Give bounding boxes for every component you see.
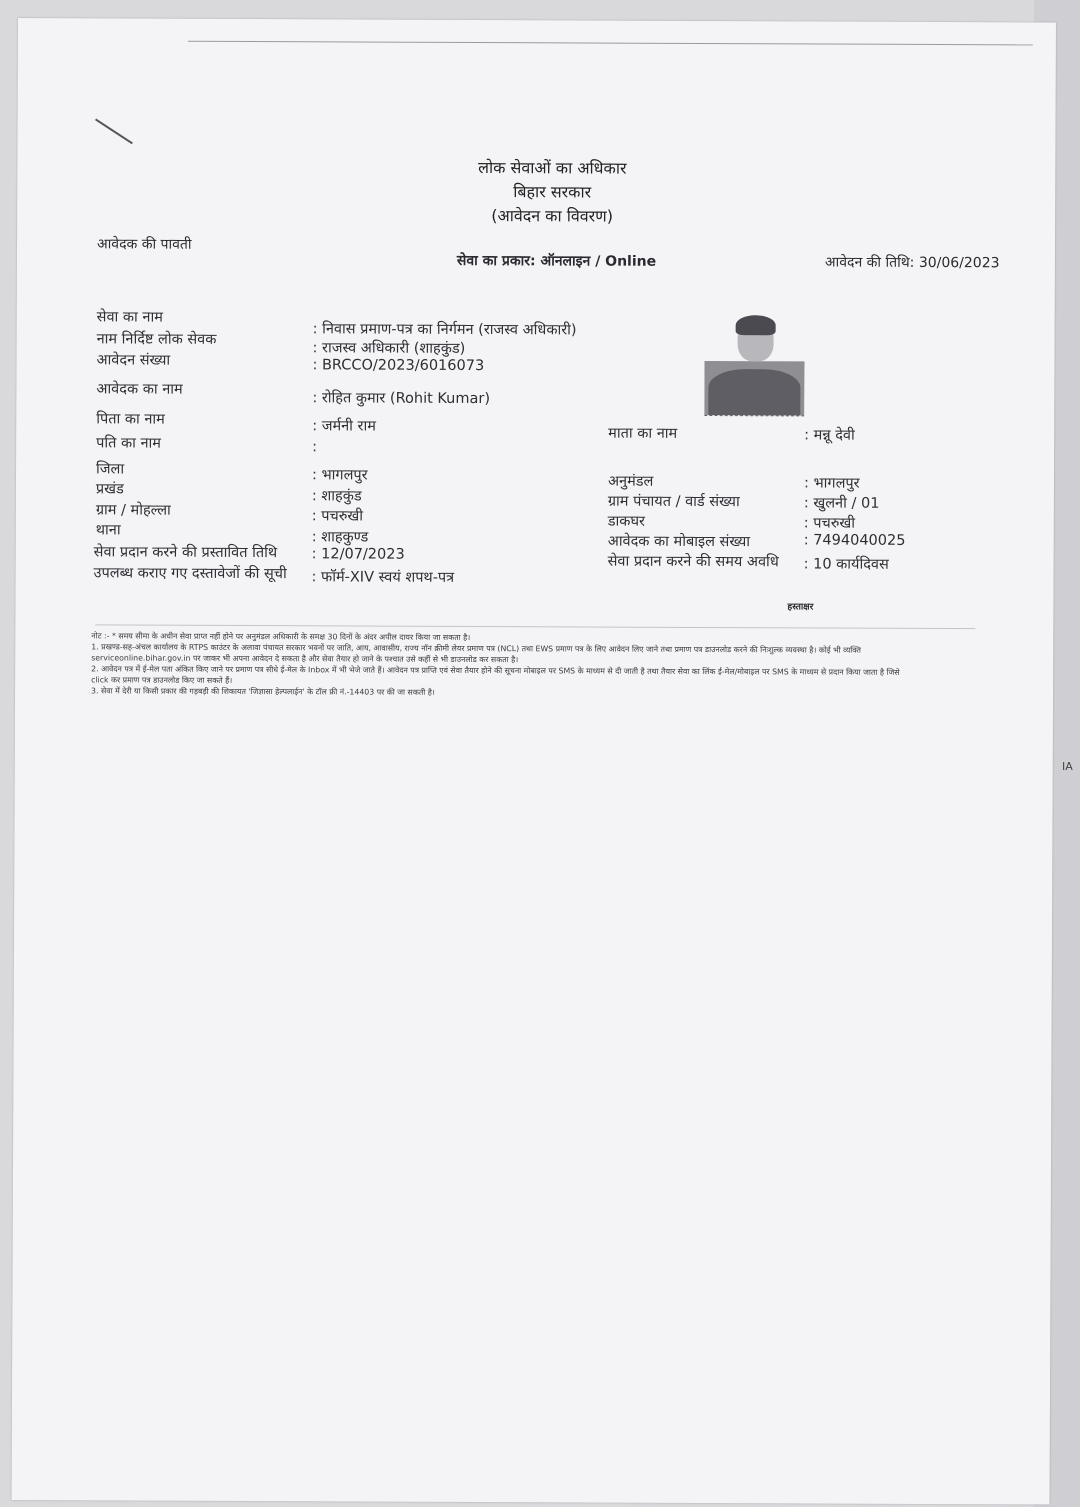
note-line: click कर प्रमाण पत्र डाउनलोड किए जा सकते हैं। (91, 675, 233, 685)
field-label: माता का नाम (608, 425, 678, 442)
field-label: सेवा प्रदान करने की प्रस्तावित तिथि (93, 544, 278, 562)
application-date: आवेदन की तिथि: 30/06/2023 (824, 254, 1000, 272)
page-top-rule (188, 41, 1033, 46)
field-label: जिला (95, 461, 125, 478)
field-label: ग्राम / मोहल्ला (95, 502, 171, 519)
field-value: : राजस्व अधिकारी (शाहकुंड) (312, 340, 466, 357)
receipt-label: आवेदक की पावती (96, 236, 192, 253)
field-label: उपलब्ध कराए गए दस्तावेजों की सूची (93, 565, 287, 583)
section-divider (95, 624, 975, 629)
field-value: : 12/07/2023 (311, 546, 405, 563)
service-type: सेवा का प्रकार: ऑनलाइन / Online (456, 252, 657, 270)
field-label: आवेदक का मोबाइल संख्या (607, 533, 751, 551)
field-value: : जर्मनी राम (312, 418, 376, 435)
field-value: : शाहकुण्ड (311, 529, 369, 546)
note-line: 1. प्रखण्ड-सह-अंचल कार्यालय के RTPS काउंटर के अलावा पंचायत सरकार भवनों पर जाति, आय, आवासीय, राज्य नॉन क्रीमी लेयर प्रमाण पत्र (NCL) तथा EWS प्रमाण पत्र के लिए आवेदन लिए जाने तथा प्रमाण पत्र डाउनलोड करने की निःशुल्क व्यवस्था है। कोई भी व्यक्ति (91, 642, 861, 655)
field-label: सेवा का नाम (96, 309, 163, 326)
pen-mark (95, 119, 133, 145)
note-line: serviceonline.bihar.gov.in पर जाकर भी अपना आवेदन दे सकता है और सेवा तैयार हो जाने के पश्चात उसे कहीं से भी डाउनलोड कर सकता है। (91, 653, 519, 665)
edge-text: IA (1062, 760, 1073, 773)
note-line: 2. आवेदन पत्र में ई-मेल पता अंकित किए जाने पर प्रमाण पत्र सीधे ई-मेल के Inbox में भी भेजे जाते हैं। आवेदन पत्र प्राप्ति एवं सेवा तैयार होने की सूचना मोबाइल पर SMS के माध्यम से दी जाती है तथा तैयार सेवा का लिंक ई-मेल/मोबाइल पर SMS के माध्यम से प्रदान किया जाता है जिसे (91, 664, 900, 677)
header-government: बिहार सरकार (513, 182, 592, 202)
field-value: : 10 कार्यदिवस (803, 556, 889, 573)
field-value: : शाहकुंड (311, 488, 362, 505)
signature-label: हस्ताक्षर (787, 602, 814, 613)
field-value: : पचरुखी (803, 515, 856, 532)
field-label: पति का नाम (96, 435, 162, 452)
field-value: : निवास प्रमाण-पत्र का निर्गमन (राजस्व अधिकारी) (312, 321, 577, 339)
applicant-photo (704, 311, 804, 421)
header-subtitle: (आवेदन का विवरण) (491, 206, 614, 226)
field-label: सेवा प्रदान करने की समय अवधि (607, 553, 779, 571)
field-value: : BRCCO/2023/6016073 (312, 357, 485, 375)
field-value: : फॉर्म-XIV स्वयं शपथ-पत्र (311, 569, 455, 586)
field-value: : पचरुखी (311, 508, 364, 525)
field-label: अनुमंडल (607, 473, 654, 490)
field-value: : रोहित कुमार (Rohit Kumar) (312, 390, 491, 408)
field-value: : भागलपुर (311, 467, 368, 484)
field-value: : 7494040025 (803, 532, 906, 549)
field-label: पिता का नाम (96, 411, 165, 428)
field-label: प्रखंड (95, 481, 124, 498)
document-page (12, 18, 1056, 1505)
field-label: नाम निर्दिष्ट लोक सेवक (96, 331, 217, 348)
field-value: : खुलनी / 01 (803, 495, 880, 512)
field-label: आवेदन संख्या (96, 352, 171, 369)
field-value: : मन्नू देवी (804, 427, 855, 444)
field-label: डाकघर (607, 513, 645, 530)
note-line: 3. सेवा में देरी या किसी प्रकार की गड़बड़ी की शिकायत 'जिज्ञासा हेल्पलाईन' के टॉल फ्री नं.-14403 पर की जा सकती है। (91, 686, 435, 697)
field-value: : (312, 439, 318, 456)
header-title: लोक सेवाओं का अधिकार (478, 158, 627, 178)
field-label: आवेदक का नाम (96, 381, 183, 398)
field-label: थाना (95, 522, 121, 539)
note-line: नोट :- * समय सीमा के अधीन सेवा प्राप्त नहीं होने पर अनुमंडल अधिकारी के समक्ष 30 दिनों के अंदर अपील दायर किया जा सकता है। (91, 631, 471, 642)
field-value: : भागलपुर (803, 475, 860, 492)
field-label: ग्राम पंचायत / वार्ड संख्या (607, 493, 740, 511)
